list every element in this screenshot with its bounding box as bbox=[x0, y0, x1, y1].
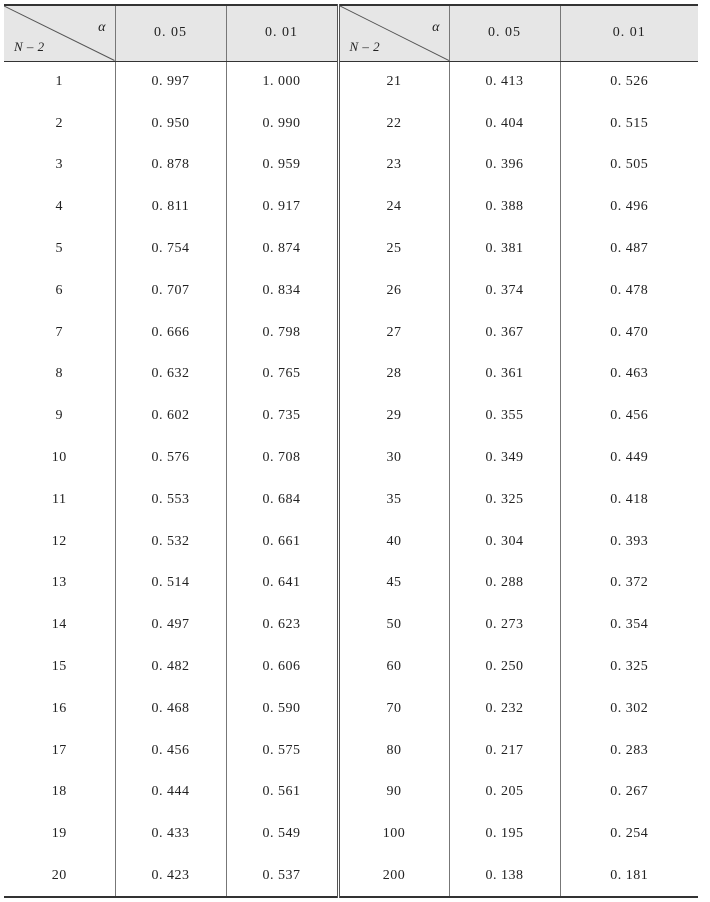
value-005-left: 0. 444 bbox=[115, 772, 226, 814]
value-005-right: 0. 396 bbox=[449, 145, 560, 187]
table-row bbox=[4, 61, 698, 103]
value-005-right: 0. 355 bbox=[449, 395, 560, 437]
value-005-left: 0. 632 bbox=[115, 354, 226, 396]
df-left-cell: 17 bbox=[4, 730, 115, 772]
df-left-cell: 1 bbox=[4, 61, 115, 103]
value-001-right: 0. 456 bbox=[610, 408, 649, 424]
n-minus-2-label: N – 2 bbox=[14, 38, 45, 54]
df-left-cell: 8 bbox=[4, 354, 115, 396]
df-left-cell: 16 bbox=[4, 688, 115, 730]
value-001-right: 0. 267 bbox=[610, 784, 649, 800]
df-left-cell: 12 bbox=[4, 521, 115, 563]
df-left-cell: 3 bbox=[4, 145, 115, 187]
value-001-right: 0. 283 bbox=[610, 742, 649, 758]
value-001-right: 0. 354 bbox=[610, 617, 649, 633]
header-alpha-005: 0. 05 bbox=[115, 5, 226, 61]
value-001-left: 0. 990 bbox=[226, 103, 338, 145]
value-001-left: 0. 661 bbox=[226, 521, 338, 563]
df-right-cell: 200 bbox=[338, 855, 449, 897]
value-005-right: 0. 349 bbox=[449, 437, 560, 479]
table-row bbox=[4, 312, 698, 354]
df-left-cell: 11 bbox=[4, 479, 115, 521]
value-001-right: 0. 254 bbox=[610, 826, 649, 842]
value-005-left: 0. 754 bbox=[115, 228, 226, 270]
value-005-right: 0. 374 bbox=[449, 270, 560, 312]
value-001-left: 0. 765 bbox=[226, 354, 338, 396]
value-005-right: 0. 273 bbox=[449, 604, 560, 646]
df-right-cell: 45 bbox=[338, 563, 449, 605]
value-001-left: 1. 000 bbox=[226, 61, 338, 103]
table-row bbox=[4, 604, 698, 646]
value-005-right: 0. 138 bbox=[449, 855, 560, 897]
value-005-right: 0. 232 bbox=[449, 688, 560, 730]
value-001-right: 0. 325 bbox=[610, 659, 649, 675]
value-001-right: 0. 526 bbox=[610, 74, 649, 90]
n-minus-2-label: N – 2 bbox=[349, 38, 381, 54]
df-right-cell: 27 bbox=[338, 312, 449, 354]
value-001-left: 0. 917 bbox=[226, 186, 338, 228]
value-005-left: 0. 497 bbox=[115, 604, 226, 646]
value-005-left: 0. 423 bbox=[115, 855, 226, 897]
critical-values-table bbox=[4, 4, 698, 898]
header-alpha-001: 0. 01 bbox=[560, 5, 698, 61]
table-row bbox=[4, 103, 698, 145]
value-001-right: 0. 496 bbox=[610, 199, 649, 215]
value-001-left: 0. 537 bbox=[226, 855, 338, 897]
df-right-cell: 40 bbox=[338, 521, 449, 563]
df-right-cell: 80 bbox=[338, 730, 449, 772]
diagonal-header-left bbox=[4, 5, 115, 61]
value-005-left: 0. 997 bbox=[115, 61, 226, 103]
table-row bbox=[4, 521, 698, 563]
df-right-cell: 50 bbox=[338, 604, 449, 646]
value-001-left: 0. 606 bbox=[226, 646, 338, 688]
value-001-left: 0. 549 bbox=[226, 813, 338, 855]
value-001-left: 0. 623 bbox=[226, 604, 338, 646]
value-001-left: 0. 575 bbox=[226, 730, 338, 772]
df-left-cell: 5 bbox=[4, 228, 115, 270]
value-001-left: 0. 641 bbox=[226, 563, 338, 605]
value-005-right: 0. 288 bbox=[449, 563, 560, 605]
df-left-cell: 7 bbox=[4, 312, 115, 354]
value-001-right: 0. 463 bbox=[610, 366, 649, 382]
df-left-cell: 9 bbox=[4, 395, 115, 437]
value-001-right: 0. 470 bbox=[610, 324, 649, 340]
df-right-cell: 23 bbox=[338, 145, 449, 187]
value-005-right: 0. 217 bbox=[449, 730, 560, 772]
df-right-cell: 90 bbox=[338, 772, 449, 814]
df-left-cell: 10 bbox=[4, 437, 115, 479]
value-001-right: 0. 302 bbox=[610, 700, 649, 716]
df-right-cell: 60 bbox=[338, 646, 449, 688]
value-005-left: 0. 514 bbox=[115, 563, 226, 605]
value-001-right: 0. 372 bbox=[610, 575, 649, 591]
table-row bbox=[4, 395, 698, 437]
value-001-right: 0. 181 bbox=[560, 855, 698, 897]
df-right-cell: 35 bbox=[338, 479, 449, 521]
table-row bbox=[4, 730, 698, 772]
df-left-cell: 13 bbox=[4, 563, 115, 605]
table-row bbox=[4, 563, 698, 605]
table-row bbox=[4, 145, 698, 187]
df-right-cell: 28 bbox=[338, 354, 449, 396]
table-row bbox=[4, 479, 698, 521]
value-001-right: 0. 449 bbox=[610, 450, 649, 466]
table-row bbox=[4, 270, 698, 312]
value-001-right: 0. 515 bbox=[610, 115, 649, 131]
df-left-cell: 2 bbox=[4, 103, 115, 145]
value-001-left: 0. 561 bbox=[226, 772, 338, 814]
value-005-right: 0. 361 bbox=[449, 354, 560, 396]
value-005-right: 0. 381 bbox=[449, 228, 560, 270]
table-row bbox=[4, 813, 698, 855]
df-right-cell: 30 bbox=[338, 437, 449, 479]
value-005-right: 0. 325 bbox=[449, 479, 560, 521]
df-left-cell: 15 bbox=[4, 646, 115, 688]
value-005-right: 0. 404 bbox=[449, 103, 560, 145]
value-005-right: 0. 367 bbox=[449, 312, 560, 354]
value-001-right: 0. 418 bbox=[610, 491, 649, 507]
value-005-left: 0. 553 bbox=[115, 479, 226, 521]
value-005-left: 0. 811 bbox=[115, 186, 226, 228]
table-row bbox=[4, 186, 698, 228]
value-005-left: 0. 532 bbox=[115, 521, 226, 563]
df-right-cell: 25 bbox=[338, 228, 449, 270]
diagonal-header-right bbox=[338, 5, 449, 61]
df-left-cell: 4 bbox=[4, 186, 115, 228]
table-row bbox=[4, 228, 698, 270]
table-body bbox=[4, 61, 698, 897]
table-row bbox=[4, 646, 698, 688]
value-001-right: 0. 487 bbox=[610, 241, 649, 257]
alpha-label: α bbox=[432, 20, 441, 35]
value-005-right: 0. 413 bbox=[449, 61, 560, 103]
value-001-right: 0. 505 bbox=[610, 157, 649, 173]
value-001-left: 0. 874 bbox=[226, 228, 338, 270]
df-left-cell: 20 bbox=[4, 855, 115, 897]
value-005-left: 0. 482 bbox=[115, 646, 226, 688]
df-right-cell: 100 bbox=[338, 813, 449, 855]
value-005-left: 0. 433 bbox=[115, 813, 226, 855]
value-005-left: 0. 950 bbox=[115, 103, 226, 145]
value-005-left: 0. 602 bbox=[115, 395, 226, 437]
table-row bbox=[4, 354, 698, 396]
df-left-cell: 18 bbox=[4, 772, 115, 814]
header-row bbox=[4, 5, 698, 61]
table-row bbox=[4, 688, 698, 730]
value-005-right: 0. 195 bbox=[449, 813, 560, 855]
value-005-left: 0. 456 bbox=[115, 730, 226, 772]
value-001-right: 0. 478 bbox=[610, 282, 649, 298]
table-row bbox=[4, 437, 698, 479]
value-005-left: 0. 707 bbox=[115, 270, 226, 312]
df-right-cell: 22 bbox=[338, 103, 449, 145]
table-row bbox=[4, 772, 698, 814]
df-left-cell: 14 bbox=[4, 604, 115, 646]
alpha-label: α bbox=[98, 20, 107, 35]
df-right-cell: 26 bbox=[338, 270, 449, 312]
value-001-left: 0. 708 bbox=[226, 437, 338, 479]
df-left-cell: 6 bbox=[4, 270, 115, 312]
table-row bbox=[4, 855, 698, 897]
value-001-left: 0. 798 bbox=[226, 312, 338, 354]
value-001-left: 0. 590 bbox=[226, 688, 338, 730]
value-001-left: 0. 684 bbox=[226, 479, 338, 521]
critical-values-table-container bbox=[4, 4, 698, 898]
df-right-cell: 70 bbox=[338, 688, 449, 730]
header-alpha-005: 0. 05 bbox=[449, 5, 560, 61]
value-005-left: 0. 878 bbox=[115, 145, 226, 187]
header-alpha-001: 0. 01 bbox=[226, 5, 338, 61]
value-005-right: 0. 388 bbox=[449, 186, 560, 228]
value-005-right: 0. 250 bbox=[449, 646, 560, 688]
df-left-cell: 19 bbox=[4, 813, 115, 855]
value-005-right: 0. 304 bbox=[449, 521, 560, 563]
value-001-right: 0. 393 bbox=[610, 533, 649, 549]
value-005-left: 0. 468 bbox=[115, 688, 226, 730]
value-005-right: 0. 205 bbox=[449, 772, 560, 814]
value-001-left: 0. 735 bbox=[226, 395, 338, 437]
value-001-left: 0. 959 bbox=[226, 145, 338, 187]
df-right-cell: 29 bbox=[338, 395, 449, 437]
value-005-left: 0. 576 bbox=[115, 437, 226, 479]
df-right-cell: 21 bbox=[338, 61, 449, 103]
df-right-cell: 24 bbox=[338, 186, 449, 228]
value-005-left: 0. 666 bbox=[115, 312, 226, 354]
value-001-left: 0. 834 bbox=[226, 270, 338, 312]
